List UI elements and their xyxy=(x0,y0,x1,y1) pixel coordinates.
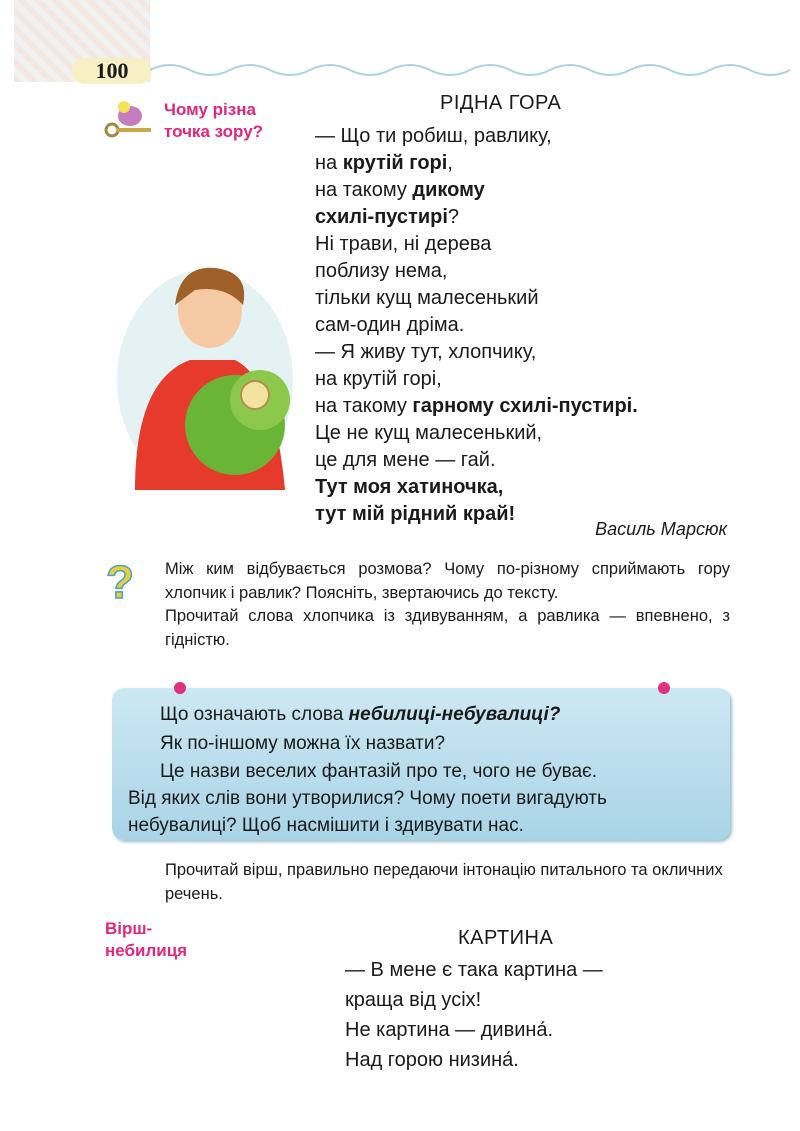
boy-snail-illustration xyxy=(115,250,295,490)
poem-line: — Я живу тут, хлопчику, xyxy=(315,341,537,363)
poem-line: це для мене — гай. xyxy=(315,449,496,471)
poem-line: тут мій рідний край! xyxy=(315,503,516,525)
poem-line: на такому гарному схилі-пустирі. xyxy=(315,395,638,417)
poem-text xyxy=(315,123,638,528)
rubric-nonsense-poem: Вірш- небилиця xyxy=(105,919,188,960)
poem-line: Не картина — дивина́. xyxy=(345,1019,554,1041)
questions: Між ким відбувається розмова? Чому по-різному сприймають гору хлопчик і равлик? Поясніть, звертаючись до тексту. Прочитай слова хлопчика із здивуванням, а равлика — впевнено, з гідністю. xyxy=(165,560,730,649)
poem-line: Тут моя хатиночка, xyxy=(315,476,504,498)
question-mark-icon xyxy=(104,556,134,606)
wave-divider xyxy=(150,60,790,80)
bird-key-icon xyxy=(104,98,160,140)
rubric-point-of-view: Чому різна точка зору? xyxy=(164,100,264,141)
flower-icon xyxy=(174,682,186,694)
poem-author: Василь Марсюк xyxy=(595,519,727,539)
poem-line: тільки кущ малесенький xyxy=(315,287,539,309)
flower-icon xyxy=(658,682,670,694)
instruction: Прочитай вірш, правильно передаючи інтонацію питального та окличних речень. xyxy=(165,861,723,903)
poem-title: РІДНА ГОРА xyxy=(440,92,562,114)
poem-line: Ні трави, ні дерева xyxy=(315,233,492,255)
poem-line: схилі-пустирі? xyxy=(315,206,460,228)
poem-line: поблизу нема, xyxy=(315,260,448,282)
poem-line: краща від усіх! xyxy=(345,989,482,1011)
poem-line: — Що ти робиш, равлику, xyxy=(315,125,552,147)
poem-line: Це не кущ малесенький, xyxy=(315,422,543,444)
poem-line: на крутій горі, xyxy=(315,152,453,174)
poem-line: на такому дикому xyxy=(315,179,485,201)
page-number: 100 xyxy=(72,58,152,84)
poem-line: сам-один дріма. xyxy=(315,314,465,336)
info-box: Що означають слова небилиці-небувалиці? Як по-іншому можна їх назвати? Це назви веселих фантазій про те, чого не буває. Від яких слів вони утворилися? Чому поети вигадують небувалиці? Щоб насмішити і здивувати нас. xyxy=(112,688,730,840)
poem2-title: КАРТИНА xyxy=(458,927,554,949)
poem2-text xyxy=(345,955,603,1075)
svg-text:?: ? xyxy=(106,556,134,606)
poem-line: Над горою низина́. xyxy=(345,1049,519,1071)
poem-line: — В мене є така картина — xyxy=(345,959,603,981)
poem-line: на крутій горі, xyxy=(315,368,442,390)
